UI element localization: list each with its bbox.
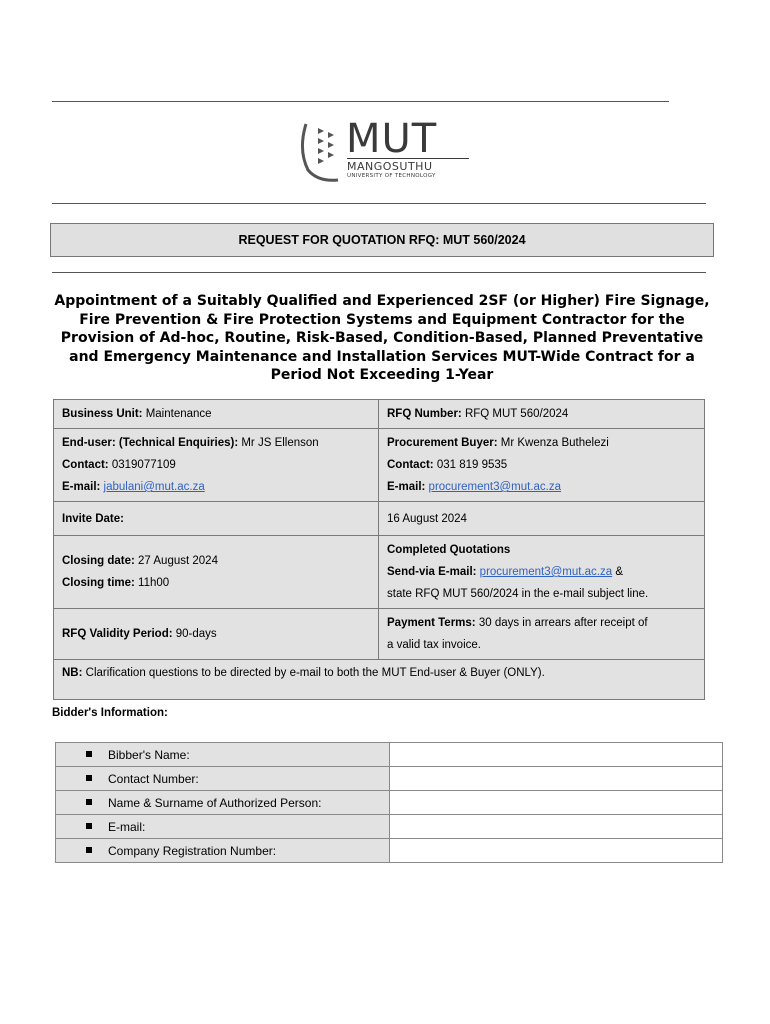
logo-wordmark: MUT — [346, 116, 438, 162]
contact-number-label: Contact Number: — [108, 771, 199, 786]
email-label-cell — [56, 815, 390, 839]
completed-quotations-label: Completed Quotations — [387, 544, 511, 556]
nb-value: Clarification questions to be directed by e-mail to both the MUT End-user & Buyer (ONLY). — [82, 667, 545, 679]
end-user-value: Mr JS Ellenson — [238, 437, 319, 449]
logo-rule — [52, 203, 706, 204]
authorized-person-label-cell — [56, 791, 390, 815]
submission-cell — [379, 536, 705, 609]
validity-cell — [54, 609, 379, 660]
logo-subtitle: UNIVERSITY OF TECHNOLOGY — [347, 173, 436, 179]
invite-date-label: Invite Date: — [62, 512, 124, 525]
closing-time-value: 11h00 — [134, 577, 170, 589]
table-row — [56, 839, 723, 863]
buyer-email-link[interactable]: procurement3@mut.ac.za — [428, 481, 562, 493]
invite-date-value: 16 August 2024 — [387, 512, 467, 525]
authorized-person-label: Name & Surname of Authorized Person: — [108, 795, 322, 810]
bullet-icon — [86, 847, 92, 853]
title-rule — [52, 272, 706, 273]
end-user-label: End-user: (Technical Enquiries): — [62, 437, 239, 449]
table-row — [54, 536, 705, 609]
payment-label: Payment Terms: — [387, 617, 476, 629]
company-reg-field[interactable] — [390, 839, 723, 863]
logo-name: MANGOSUTHU — [347, 160, 433, 173]
end-user-email-link[interactable]: jabulani@mut.ac.za — [103, 481, 205, 493]
logo-underline — [347, 158, 469, 159]
send-suffix: & — [612, 566, 624, 578]
closing-time-label: Closing time: — [62, 577, 135, 589]
validity-value: 90-days — [172, 628, 217, 640]
buyer-contact-value: 031 819 9535 — [433, 459, 508, 471]
send-instructions: state RFQ MUT 560/2024 in the e-mail subject line. — [387, 588, 649, 600]
bullet-icon — [86, 823, 92, 829]
rfq-number-value: RFQ MUT 560/2024 — [461, 408, 569, 420]
authorized-person-field[interactable] — [390, 791, 723, 815]
email-label: E-mail: — [108, 819, 146, 834]
bidder-name-field[interactable] — [390, 743, 723, 767]
buyer-contact-label: Contact: — [387, 459, 434, 471]
closing-date-label: Closing date: — [62, 555, 135, 567]
document-heading: Appointment of a Suitably Qualified and Experienced 2SF (or Higher) Fire Signage, Fire Prevention & Fire Protection Systems and Equipment Contractor for the Provision of Ad-hoc, Routine, Risk-Based, Condition-Based, Planned Preventative and Emergency Maintenance and Installation Services MUT-Wide Contract for a Period Not Exceeding 1-Year — [54, 293, 710, 383]
payment-value: 30 days in arrears after receipt of — [475, 617, 648, 629]
rfq-title: REQUEST FOR QUOTATION RFQ: MUT 560/2024 — [238, 233, 526, 247]
send-email-link[interactable]: procurement3@mut.ac.za — [479, 566, 613, 578]
table-row — [56, 791, 723, 815]
table-row — [54, 609, 705, 660]
validity-label: RFQ Validity Period: — [62, 628, 173, 640]
bidder-name-label: Bibber's Name: — [108, 747, 190, 762]
closing-date-value: 27 August 2024 — [134, 555, 218, 567]
bidder-name-label-cell — [56, 743, 390, 767]
top-rule — [52, 101, 669, 102]
buyer-label: Procurement Buyer: — [387, 437, 498, 449]
buyer-email-label: E-mail: — [387, 481, 426, 493]
closing-cell — [54, 536, 379, 609]
table-row — [54, 502, 705, 536]
rfq-info-table — [53, 399, 705, 700]
invite-date-value-cell — [379, 502, 705, 536]
mut-logo — [298, 116, 478, 184]
company-reg-label-cell — [56, 839, 390, 863]
bidder-info-table — [55, 742, 723, 863]
business-unit-cell — [54, 400, 379, 429]
send-via-label: Send-via E-mail: — [387, 566, 477, 578]
end-user-contact-value: 0319077109 — [108, 459, 176, 471]
email-field[interactable] — [390, 815, 723, 839]
end-user-email-label: E-mail: — [62, 481, 101, 493]
bullet-icon — [86, 799, 92, 805]
table-row — [56, 767, 723, 791]
bullet-icon — [86, 775, 92, 781]
mut-crest-icon — [298, 120, 344, 184]
buyer-cell — [379, 429, 705, 502]
invite-date-label-cell — [54, 502, 379, 536]
table-row — [54, 400, 705, 429]
table-row — [56, 743, 723, 767]
end-user-cell — [54, 429, 379, 502]
payment-cell — [379, 609, 705, 660]
business-unit-label: Business Unit: — [62, 408, 143, 420]
table-row — [56, 815, 723, 839]
nb-cell — [54, 660, 705, 700]
table-row — [54, 660, 705, 700]
rfq-number-label: RFQ Number: — [387, 408, 462, 420]
bidder-info-title: Bidder's Information: — [52, 707, 168, 719]
rfq-number-cell — [379, 400, 705, 429]
table-row — [54, 429, 705, 502]
business-unit-value: Maintenance — [142, 408, 212, 420]
nb-label: NB: — [62, 667, 83, 679]
company-reg-label: Company Registration Number: — [108, 843, 277, 858]
buyer-value: Mr Kwenza Buthelezi — [497, 437, 609, 449]
contact-number-label-cell — [56, 767, 390, 791]
end-user-contact-label: Contact: — [62, 459, 109, 471]
payment-line2: a valid tax invoice. — [387, 639, 481, 651]
contact-number-field[interactable] — [390, 767, 723, 791]
bullet-icon — [86, 751, 92, 757]
rfq-title-box — [50, 223, 714, 257]
